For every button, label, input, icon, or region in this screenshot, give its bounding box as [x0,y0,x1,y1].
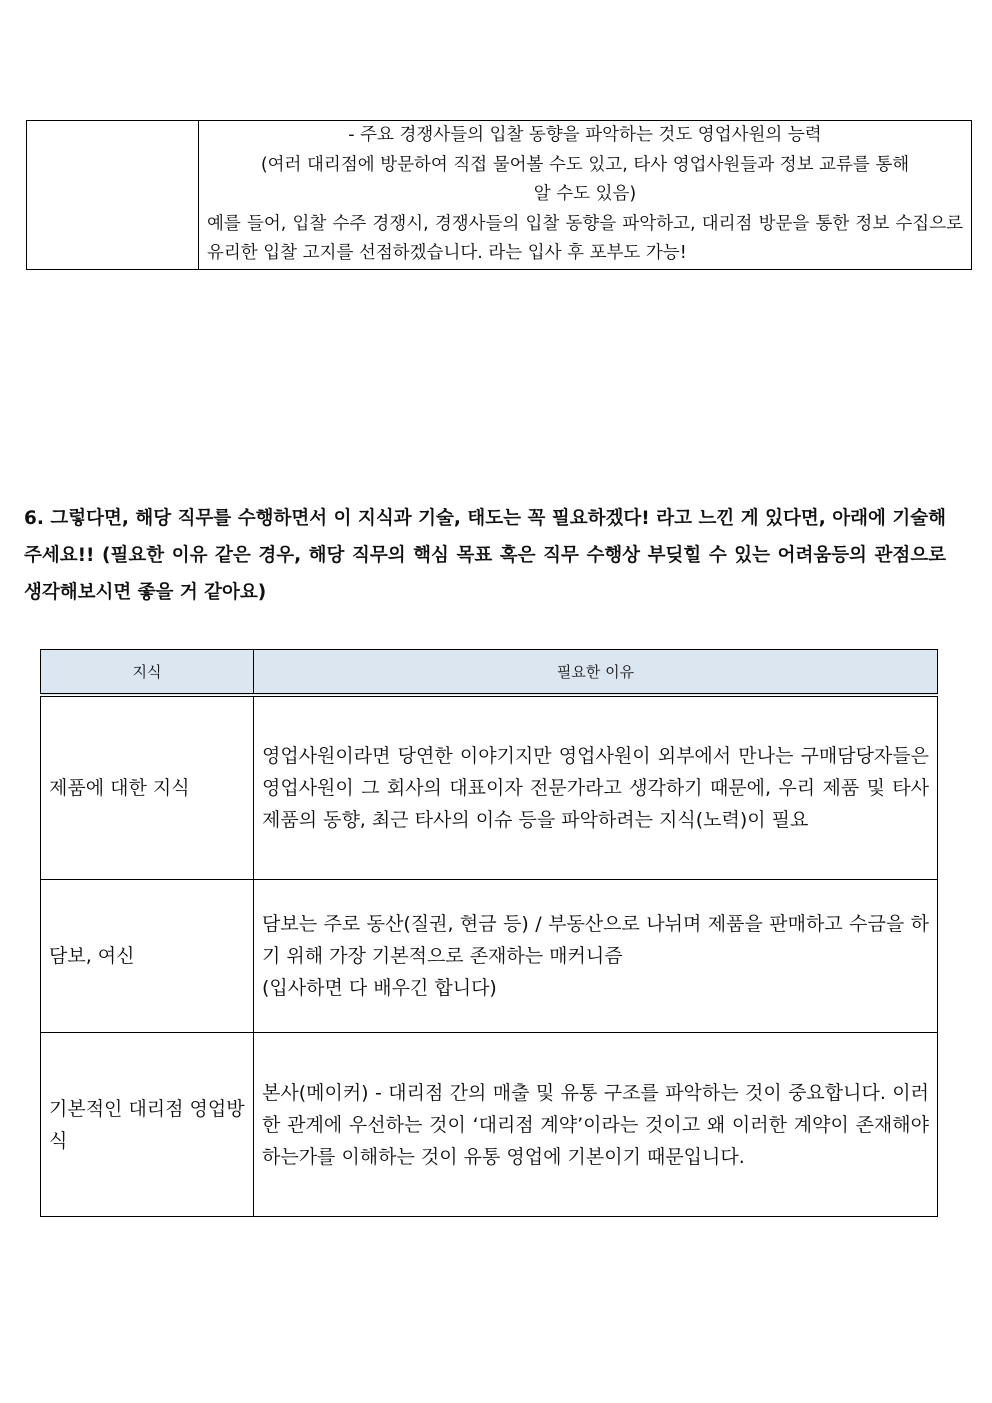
reason-cell: 본사(메이커) - 대리점 간의 매출 및 유통 구조를 파악하는 것이 중요합니다. 이러한 관계에 우선하는 것이 ‘대리점 계약’이라는 것이고 왜 이러한 계약이 존재해야하는가를 이해하는 것이 유통 영업에 기본이기 때문입니다. [254,1033,938,1217]
top-line-3: 알 수도 있음) [533,184,637,204]
question-heading: 6. 그렇다면, 해당 직무를 수행하면서 이 지식과 기술, 태도는 꼭 필요하겠다! 라고 느낀 게 있다면, 아래에 기술해주세요!! (필요한 이유 같은 경우, 해당 직무의 핵심 목표 혹은 직무 수행상 부딪힐 수 있는 어려움등의 관점으로 생각해보시면 좋을 거 같아요) [24,508,946,603]
top-table-row [27,121,972,270]
knowledge-cell: 제품에 대한 지식 [41,695,254,880]
top-table [26,120,972,270]
knowledge-cell: 담보, 여신 [41,880,254,1033]
table-header-row [41,650,938,696]
top-table-content-cell [199,121,972,270]
reason-line: (입사하면 다 배우긴 합니다) [262,977,497,999]
top-line-4: 예를 들어, 입찰 수주 경쟁시, 경쟁사들의 입찰 동향을 파악하고, 대리점 방문을 통한 정보 수집으로 유리한 입찰 고지를 선점하겠습니다. 라는 입사 후 포부도 가능! [207,213,963,263]
table-row [41,695,938,880]
top-line-2: (여러 대리점에 방문하여 직접 물어볼 수도 있고, 타사 영업사원들과 정보 교류를 통해 [260,154,910,175]
table-row [41,880,938,1033]
reason-cell: 영업사원이라면 당연한 이야기지만 영업사원이 외부에서 만나는 구매담당자들은 영업사원이 그 회사의 대표이자 전문가라고 생각하기 때문에, 우리 제품 및 타사 제품의 동향, 최근 타사의 이슈 등을 파악하려는 지식(노력)이 필요 [254,695,938,880]
top-table-left-cell [27,121,199,270]
table-row [41,1033,938,1217]
knowledge-table [40,649,938,1217]
reason-cell [254,880,938,1033]
reason-line: 담보는 주로 동산(질권, 현금 등) / 부동산으로 나뉘며 제품을 판매하고 수금을 하기 위해 가장 기본적으로 존재하는 매커니즘 [262,913,929,967]
top-line-1: - 주요 경쟁사들의 입찰 동향을 파악하는 것도 영업사원의 능력 [348,125,822,145]
knowledge-cell: 기본적인 대리점 영업방식 [41,1033,254,1217]
header-reason: 필요한 이유 [254,650,938,696]
header-knowledge: 지식 [41,650,254,696]
